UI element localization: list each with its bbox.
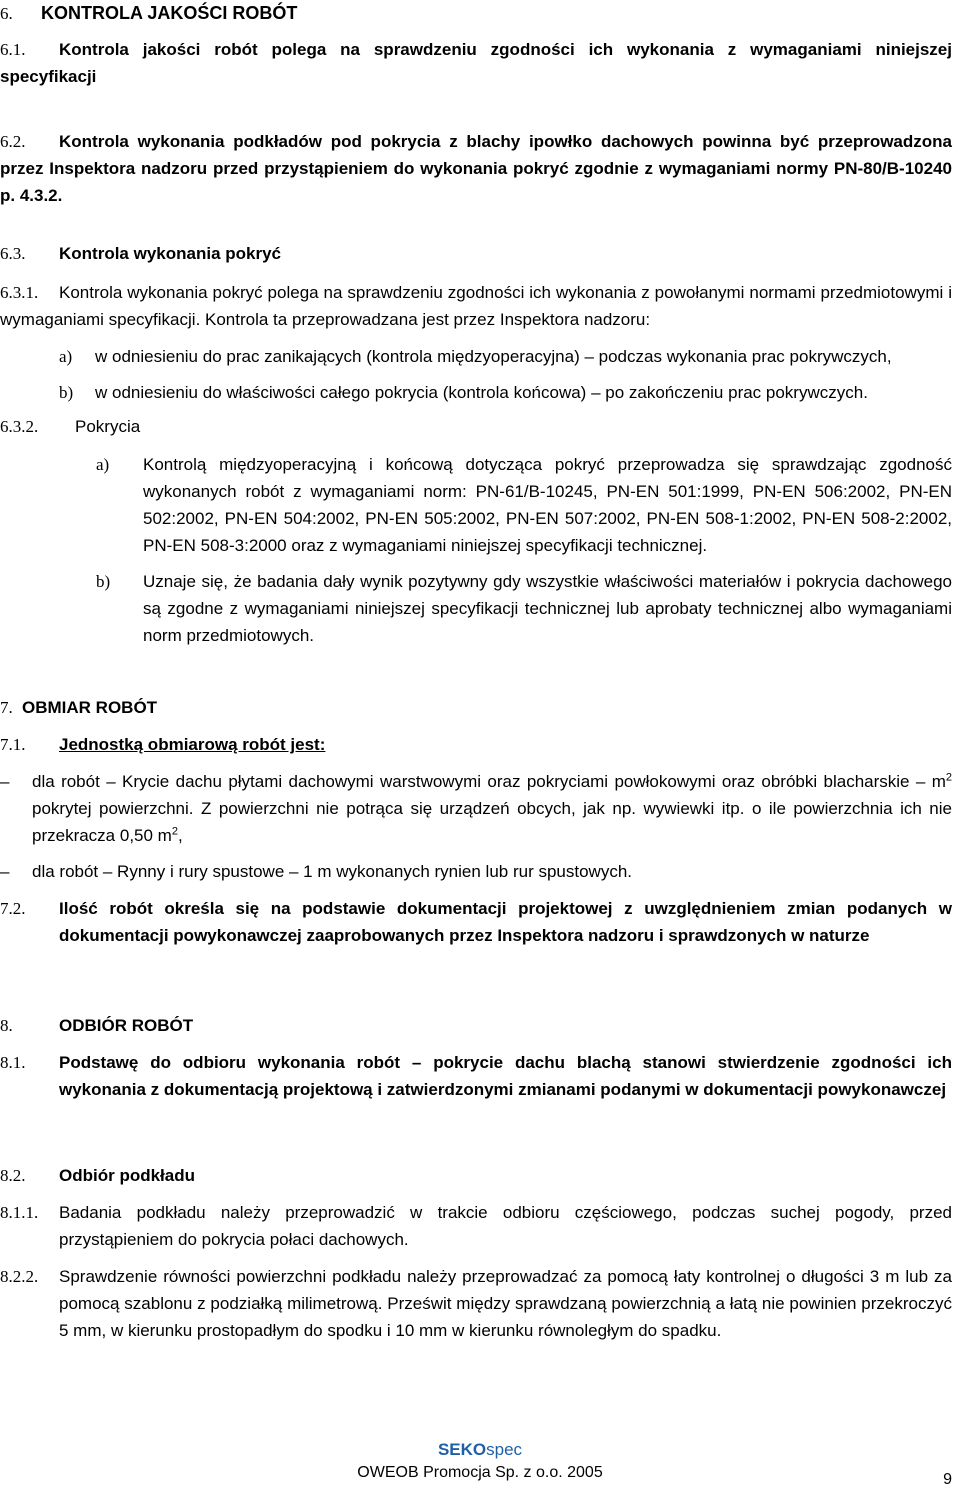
list-6-3-1-a-label: a) [59,347,73,366]
para-6-3-heading: Kontrola wykonania pokryć [59,244,281,263]
section-6-number: 6. [0,4,13,23]
para-7-2-text: Ilość robót określa się na podstawie dokumentacji projektowej z uwzględnieniem zmian podanych w dokumentacji powykonawczej zaaprobowanych przez Inspektora nadzoru i sprawdzonych w naturze [59,899,952,945]
list-6-3-2-b-label: b) [96,572,111,591]
bullet-1-sup-2: 2 [171,825,178,838]
para-7-1-number: 7.1. [0,735,26,754]
list-6-3-2-a-text: Kontrolą międzyoperacyjną i końcową dotycząca pokryć przeprowadza się sprawdzając zgodność wykonanych robót z wymaganiami norm: PN-61/B-10245, PN-EN 501:1999, PN-EN 506:2002, PN-EN 502:2002, PN-EN 504:2002, PN-EN 505:2002, PN-EN 507:2002, PN-EN 508-1:2002, PN-EN 508-2:2002, PN-EN 508-3:2000 oraz z wymaganiami niniejszej specyfikacji technicznej. [143,455,952,555]
section-7-number: 7. [0,698,13,717]
bullet-1-text-start: dla robót – Krycie dachu płytami dachowymi warstwowymi oraz pokryciami powłokowymi oraz obróbki blacharskie – m [32,772,946,791]
para-8-1-text: Podstawę do odbioru wykonania robót – pokrycie dachu blachą stanowi stwierdzenie zgodności ich wykonania z dokumentacją projektową i zatwierdzonymi zmianami podanymi w dokumentacji powykonawczej [59,1053,952,1099]
para-6-3-1-text: Kontrola wykonania pokryć polega na sprawdzeniu zgodności ich wykonania z powołanymi normami przedmiotowymi i wymaganiami specyfikacji. Kontrola ta przeprowadzana jest przez Inspektora nadzoru: [0,283,952,329]
para-8-1-number: 8.1. [0,1053,26,1072]
para-8-2-heading: Odbiór podkładu [59,1166,195,1185]
para-8-2-2-number: 8.2.2. [0,1267,39,1286]
para-6-1-number: 6.1. [0,40,26,59]
footer-brand-light: spec [486,1440,523,1459]
bullet-2-dash: – [0,862,10,881]
para-6-3-2-number: 6.3.2. [0,417,39,436]
section-6-heading: KONTROLA JAKOŚCI ROBÓT [41,3,298,23]
para-8-1-1-number: 8.1.1. [0,1203,39,1222]
para-6-3-2-heading: Pokrycia [75,417,141,436]
footer-brand-logo [0,1440,960,1460]
para-8-1-1-text: Badania podkładu należy przeprowadzić w trakcie odbioru częściowego, podczas suchej pogody, przed przystąpieniem do pokrycia połaci dachowych. [59,1203,952,1249]
section-7-heading: OBMIAR ROBÓT [22,698,158,717]
bullet-2-text: dla robót – Rynny i rury spustowe – 1 m wykonanych rynien lub rur spustowych. [32,862,632,881]
list-6-3-2-b-text: Uznaje się, że badania dały wynik pozytywny gdy wszystkie właściwości materiałów i pokrycia dachowego są zgodne z wymaganiami niniejszej specyfikacji technicznej lub aprobaty technicznej albo wymaganiami norm przedmiotowych. [143,572,952,645]
para-6-1-text: Kontrola jakości robót polega na sprawdzeniu zgodności ich wykonania z wymaganiami niniejszej specyfikacji [0,40,952,86]
footer-company: OWEOB Promocja Sp. z o.o. 2005 [357,1464,603,1481]
list-6-3-2-a-label: a) [96,455,110,474]
bullet-1-dash: – [0,772,10,791]
para-8-2-number: 8.2. [0,1166,26,1185]
section-8-heading: ODBIÓR ROBÓT [59,1016,194,1035]
list-6-3-1-b-text: w odniesieniu do właściwości całego pokrycia (kontrola końcowa) – po zakończeniu prac pokrywczych. [95,383,868,402]
page-number: 9 [943,1471,952,1488]
para-7-1-heading: Jednostką obmiarową robót jest: [59,735,326,754]
bullet-1-sup: 2 [945,771,952,784]
bullet-1-text [32,768,952,849]
bullet-1-text-middle: pokrytej powierzchni. Z powierzchni nie potrąca się urządzeń obcych, jak np. wywiewki itp. o ile powierzchnia ich nie przekracza 0,50 m [32,799,952,845]
para-6-3-number: 6.3. [0,244,26,263]
para-6-2-text: Kontrola wykonania podkładów pod pokrycia z blachy ipowłko dachowych powinna być przeprowadzona przez Inspektora nadzoru przed przystąpieniem do wykonania pokryć zgodnie z wymaganiami normy PN-80/B-10240 p. 4.3.2. [0,132,952,205]
para-8-2-2-text: Sprawdzenie równości powierzchni podkładu należy przeprowadzać za pomocą łaty kontrolnej o długości 3 m lub za pomocą szablonu z podziałką milimetrową. Prześwit między sprawdzaną powierzchnią a łatą nie powinien przekroczyć 5 mm, w kierunku prostopadłym do spodku i 10 mm w kierunku równoległym do spadku. [59,1267,952,1340]
section-8-number: 8. [0,1016,13,1035]
bullet-1-text-end: , [177,826,183,845]
list-6-3-1-b-label: b) [59,383,74,402]
para-6-2-number: 6.2. [0,132,26,151]
para-6-3-1-number: 6.3.1. [0,283,39,302]
list-6-3-1-a-text: w odniesieniu do prac zanikających (kontrola międzyoperacyjna) – podczas wykonania prac pokrywczych, [95,347,892,366]
para-7-2-number: 7.2. [0,899,26,918]
footer-brand-bold: SEKO [437,1440,487,1459]
